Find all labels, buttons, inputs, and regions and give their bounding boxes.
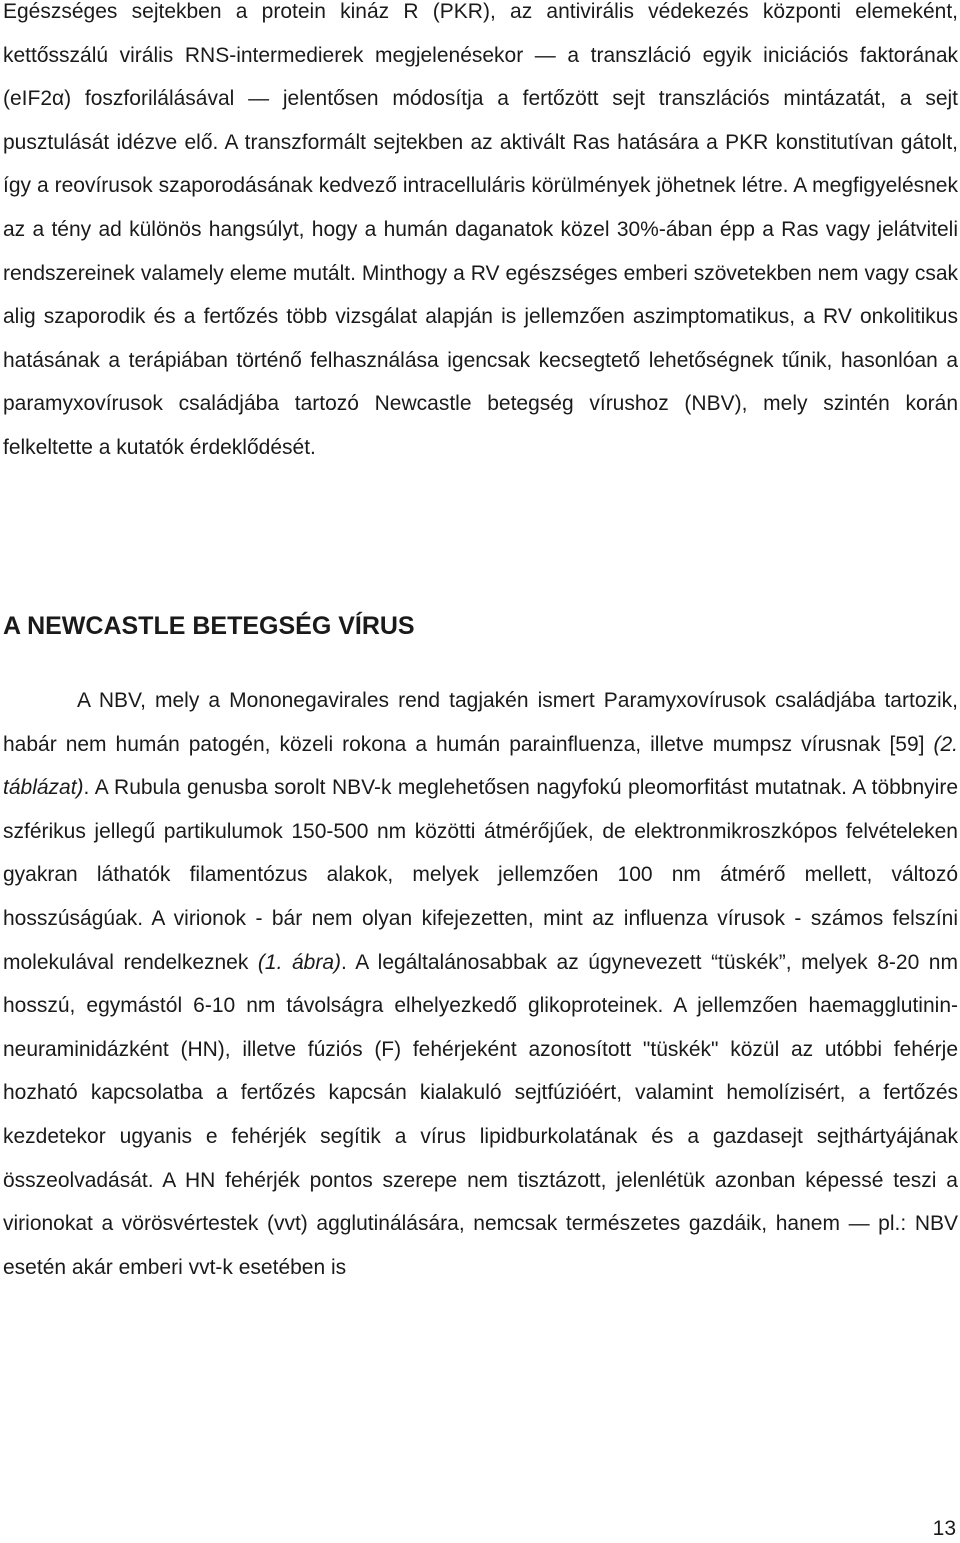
body-paragraph-intro: Egészséges sejtekben a protein kináz R (PKR), az antivirális védekezés központi elemeként, kettősszálú virális RNS-intermedierek megjelenésekor — a transzláció egyik iniciációs faktorának (eIF2α) foszforilálásával — jelentősen módosítja a fertőzött sejt transzlációs mintázatát, a sejt pusztulását idézve elő. A transzformált sejtekben az aktivált Ras hatására a PKR konstitutívan gátolt, így a reovírusok szaporodásának kedvező intracelluláris körülmények jöhetnek létre. A megfigyelésnek az a tény ad különös hangsúlyt, hogy a humán daganatok közel 30%-ában épp a Ras vagy jelátviteli rendszereinek valamely eleme mutált. Minthogy a RV egészséges emberi szövetekben nem vagy csak alig szaporodik és a fertőzés több vizsgálat alapján is jellemzően aszimptomatikus, a RV onkolitikus hatásának a terápiában történő felhasználása igencsak kecsegtető lehetőségnek tűnik, hasonlóan a paramyxovírusok családjába tartozó Newcastle betegség vírushoz (NBV), mely szintén korán felkeltette a kutatók érdeklődését. xyxy=(3,0,958,459)
table-reference: (2. táblázat) xyxy=(3,732,958,800)
nbv-text-part-b: . A Rubula genusba sorolt NBV-k meglehetősen nagyfokú pleomorfitást mutatnak. A többnyire szférikus jellegű partikulumok 150-500 nm közötti átmérőjűek, de elektronmikroszkópos felvételeken gyakran láthatók filamentózus alakok, melyek jellemzően 100 nm átmérő mellett, változó hosszúságúak. A virionok - bár nem olyan kifejezetten, mint az influenza vírusok - számos felszíni molekulával rendelkeznek xyxy=(3,776,958,974)
nbv-text-part-a: A NBV, mely a Mononegavirales rend tagjakén ismert Paramyxovírusok családjába tartozik, habár nem humán patogén, közeli rokona a humán parainfluenza, illetve mumpsz vírusnak [59] xyxy=(3,689,958,756)
body-paragraph-nbv xyxy=(3,679,958,1289)
section-heading: A NEWCASTLE BETEGSÉG VÍRUS xyxy=(3,612,415,640)
page-number: 13 xyxy=(932,1517,956,1540)
nbv-text-part-c: . A legáltalánosabbak az úgynevezett “tüskék”, melyek 8-20 nm hosszú, egymástól 6-10 nm távolságra elhelyezkedő glikoproteinek. A jellemzően haemagglutinin-neuraminidázként (HN), illetve fúziós (F) fehérjeként azonosított "tüskék" közül az utóbbi fehérje hozható kapcsolatba a fertőzés kapcsán kialakuló sejtfúzióért, valamint hemolízisért, a fertőzés kezdetekor ugyanis e fehérjék segítik a vírus lipidburkolatának és a gazdasejt sejthártyájának összeolvadását. A HN fehérjék pontos szerepe nem tisztázott, jelenlétük azonban képessé teszi a virionokat a vörösvértestek (vvt) agglutinálására, nemcsak természetes gazdáik, hanem — pl.: NBV esetén akár emberi vvt-k esetében is xyxy=(3,950,958,1279)
figure-reference: (1. ábra) xyxy=(257,950,342,974)
